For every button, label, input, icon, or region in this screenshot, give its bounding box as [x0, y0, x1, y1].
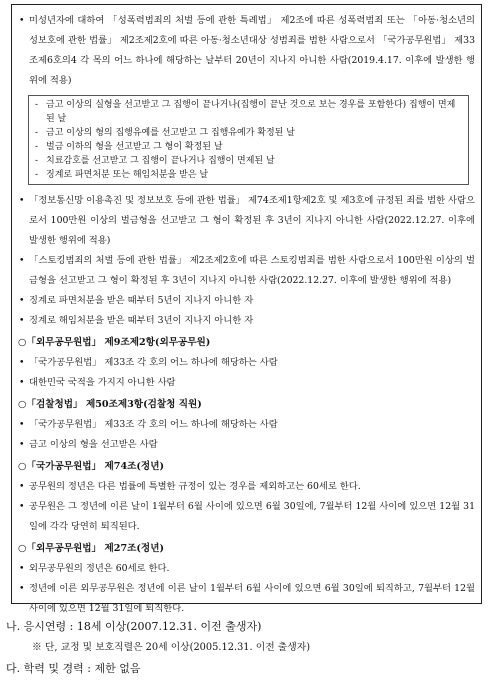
bullet-text: 「정보통신망 이용촉진 및 정보보호 등에 관한 법률」 제74조제1항제2호 및 제3호에 규정된 죄를 범한 사람으로서 100만원 이상의 벌금형을 선고받고 그 형이 확정된 후 3년이 지나지 아니한 사람(2022.12.27. 이후에 발생한 행위에 적용) [29, 195, 475, 246]
bullet-item [18, 435, 475, 455]
bullet-icon: • [19, 583, 25, 594]
criteria-item [35, 98, 462, 126]
dash-icon: - [35, 156, 39, 166]
bullet-item [18, 477, 475, 497]
criteria-text: 금고 이상의 형의 집행유예를 선고받고 그 집행유예가 확정된 날 [46, 128, 295, 138]
criteria-text: 금고 이상의 실형을 선고받고 그 집행이 끝나거나(집행이 끝난 것으로 보는 경우를 포함한다) 집행이 면제된 날 [46, 100, 456, 124]
disqualification-box [11, 4, 482, 614]
education-requirement: 다. 학력 및 경력 : 제한 없음 [6, 662, 141, 675]
age-requirement-note: ※ 단, 교정 및 보호직렬은 20세 이상(2005.12.31. 이전 출생자) [32, 642, 311, 653]
bullet-text: 「스토킹범죄의 처벌 등에 관한 법률」 제2조제2호에 따른 스토킹범죄를 범한 사람으로서 100만원 이상의 벌금형을 선고받고 그 형이 확정된 후 3년이 지나지 아니한 사람(2022.12.27. 이후에 발생한 행위에 적용) [29, 255, 475, 286]
bullet-text: 금고 이상의 형을 선고받은 사람 [29, 439, 158, 450]
bullet-item [18, 559, 475, 579]
bullet-icon: • [19, 195, 25, 206]
bullet-item [18, 191, 475, 251]
criteria-text: 징계로 파면처분 또는 해임처분을 받은 날 [46, 170, 209, 180]
bullet-item [18, 311, 475, 331]
bullet-icon: • [19, 295, 25, 306]
bullet-text: 징계로 해임처분을 받은 때부터 3년이 지나지 아니한 자 [29, 315, 254, 326]
law-section-heading: ○「외무공무원법」 제27조(정년) [18, 543, 165, 554]
criteria-item [35, 140, 462, 154]
bullet-text: 외무공무원의 정년은 60세로 한다. [29, 563, 170, 574]
dash-icon: - [35, 128, 39, 138]
bullet-icon: • [19, 501, 25, 512]
bullet-item [18, 11, 475, 91]
bullet-text: 공무원은 그 정년에 이른 날이 1월부터 6월 사이에 있으면 6월 30일에, 7월부터 12월 사이에 있으면 12월 31일에 각각 당연히 퇴직된다. [29, 501, 475, 532]
bullet-text: 미성년자에 대하여 「성폭력범죄의 처벌 등에 관한 특례법」 제2조에 따른 성폭력범죄 또는 「아동·청소년의 성보호에 관한 법률」 제2조제2호에 따른 아동·청소년대상 성범죄를 범한 사람으로서 「국가공무원법」 제33조제6호의4 각 목의 어느 하나에 해당하는 날부터 20년이 지나지 아니한 사람(2019.4.17. 이후에 발생한 행위에 적용) [29, 15, 475, 86]
bullet-icon: • [19, 419, 25, 430]
criteria-text: 벌금 이하의 형을 선고받고 그 형이 확정된 날 [46, 142, 223, 152]
bullet-text: 「국가공무원법」 제33조 각 호의 어느 하나에 해당하는 사람 [29, 357, 278, 368]
bullet-text: 공무원의 정년은 다른 법률에 특별한 규정이 있는 경우를 제외하고는 60세로 한다. [29, 481, 361, 492]
bullet-text: 징계로 파면처분을 받은 때부터 5년이 지나지 아니한 자 [29, 295, 254, 306]
bullet-item [18, 291, 475, 311]
law-section-heading: ○「국가공무원법」 제74조(정년) [18, 461, 165, 472]
law-section-heading: ○「검찰청법」 제50조제3항(검찰청 직원) [18, 399, 202, 410]
dash-icon: - [35, 142, 39, 152]
disqualification-content [18, 11, 475, 619]
law-section-heading: ○「외무공무원법」 제9조제2항(외무공무원) [18, 337, 211, 348]
dash-icon: - [35, 170, 39, 180]
criteria-text: 치료감호를 선고받고 그 집행이 끝나거나 집행이 면제된 날 [46, 156, 275, 166]
bullet-item [18, 353, 475, 373]
bullet-text: 정년에 이른 외무공무원은 정년에 이른 날이 1월부터 6월 사이에 있으면 6월 30일에 퇴직하고, 7월부터 12월 사이에 있으면 12월 31일에 퇴직한다. [29, 583, 475, 614]
bullet-icon: • [19, 357, 25, 368]
date-criteria-box [28, 95, 469, 185]
dash-icon: - [35, 100, 39, 110]
requirements-section [6, 616, 484, 680]
criteria-item [35, 154, 462, 168]
criteria-item [35, 168, 462, 182]
bullet-icon: • [19, 439, 25, 450]
bullet-text: 「국가공무원법」 제33조 각 호의 어느 하나에 해당하는 사람 [29, 419, 278, 430]
bullet-item [18, 497, 475, 537]
age-requirement: 나. 응시연령 : 18세 이상(2007.12.31. 이전 출생자) [6, 620, 262, 633]
bullet-item [18, 251, 475, 291]
bullet-item [18, 373, 475, 393]
bullet-icon: • [19, 377, 25, 388]
bullet-icon: • [19, 315, 25, 326]
bullet-text: 대한민국 국적을 가지지 아니한 사람 [29, 377, 176, 388]
bullet-icon: • [19, 15, 25, 26]
bullet-item [18, 579, 475, 619]
bullet-item [18, 415, 475, 435]
bullet-icon: • [19, 255, 25, 266]
bullet-icon: • [19, 481, 25, 492]
criteria-item [35, 126, 462, 140]
bullet-icon: • [19, 563, 25, 574]
